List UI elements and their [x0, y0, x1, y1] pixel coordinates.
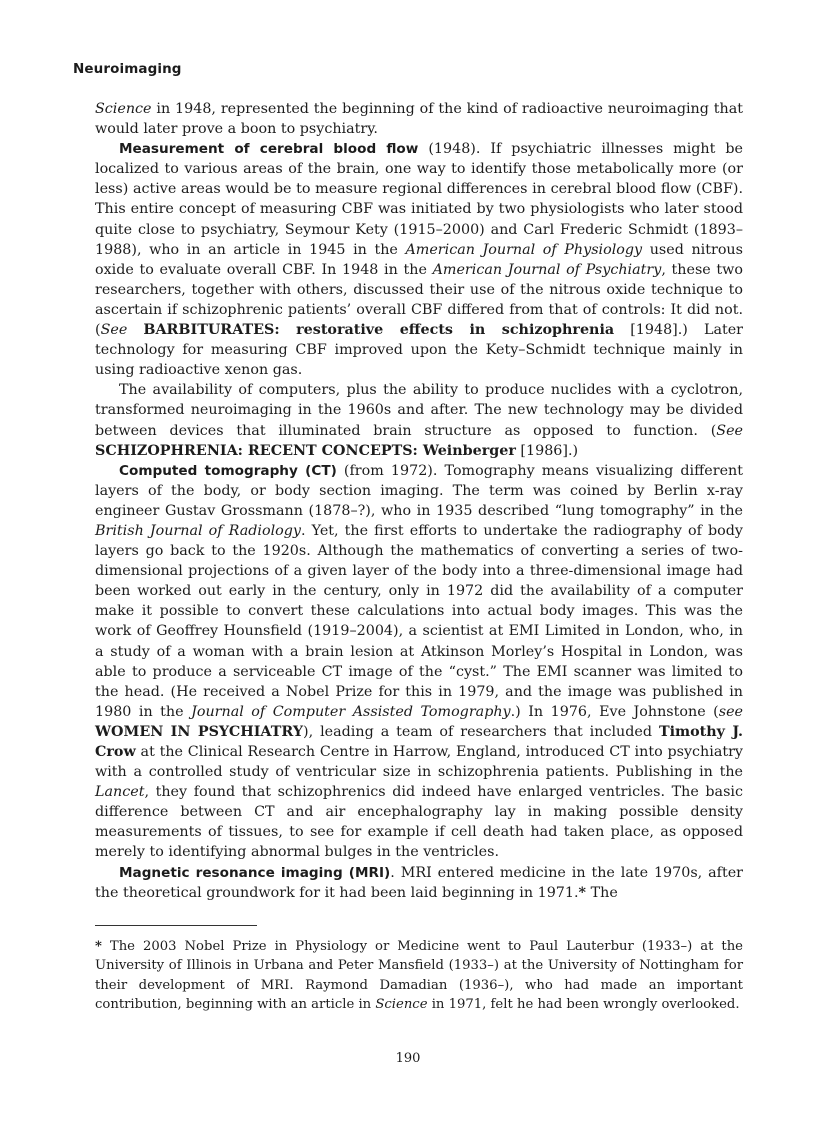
paragraph-computed-tomography: Computed tomography (CT) (from 1972). Tomography means visualizing different layers of the body, or body section imaging. The term was coined by Berlin x-ray engineer Gustav Grossmann (1878–?), who in 1935 described “lung tomography” in the British Journal of Radiology. Yet, the first efforts to undertake the radiography of body layers go back to the 1920s. Although the mathematics of converting a series of two-dimensional projections of a given layer of the body into a three-dimensional image had been worked out early in the century, only in 1972 did the availability of a computer make it possible to convert these calculations into actual body images. This was the work of Geoffrey Hounsfield (1919–2004), a scientist at EMI Limited in London, who, in a study of a woman with a brain lesion at Atkinson Morley’s Hospital in London, was able to produce a serviceable CT image of the “cyst.” The EMI scanner was limited to the head. (He received a Nobel Prize for this in 1979, and the image was published in 1980 in the Journal of Computer Assisted Tomography.) In 1976, Eve Johnstone (see WOMEN IN PSYCHIATRY), leading a team of researchers that included Timothy J. Crow at the Clinical Research Centre in Harrow, England, introduced CT into psychiatry with a controlled study of ventricular size in schizophrenia patients. Publishing in the Lancet, they found that schizophrenics did indeed have enlarged ventricles. The basic difference between CT and air encephalography lay in making possible density measurements of tissues, to see for example if cell death had taken place, as opposed merely to identifying abnormal bulges in the ventricles. [95, 462, 744, 861]
paragraph-computers: The availability of computers, plus the ability to produce nuclides with a cyclotron, transformed neuroimaging in the 1960s and after. The new technology may be divided between devices that illuminated brain structure as opposed to function. (See SCHIZOPHRENIA: RECENT CONCEPTS: Weinberger [1986].) [95, 382, 743, 459]
italic-run: Science [375, 997, 428, 1013]
italic-run: Journal of Computer Assisted Tomography [191, 703, 511, 720]
paragraph-pet-origins: Science in 1948, represented the beginning of the kind of radioactive neuroimaging that would later prove a boon to psychiatry. [95, 101, 743, 138]
italic-run: American Journal of Physiology [405, 241, 643, 258]
italic-run: American Journal of Psychiatry [432, 261, 662, 278]
page-number: 190 [395, 1051, 421, 1066]
italic-run: See [100, 322, 128, 339]
main-text [95, 99, 743, 903]
footnote [95, 937, 743, 1015]
cross-reference: WOMEN IN PSYCHIATRY [95, 723, 304, 740]
italic-run: British Journal of Radiology [95, 522, 301, 539]
footnote-marker: * [95, 939, 102, 954]
running-head: Neuroimaging [73, 61, 182, 77]
italic-run: Lancet [95, 784, 145, 801]
footnote-text: The 2003 Nobel Prize in Physiology or Medicine went to Paul Lauterbur (1933–) at the University of Illinois in Urbana and Peter Mansfield (1933–) at the University of Nottingham for their development of MRI. Raymond Damadian (1936–), who had made an important contribution, beginning with an article in Science in 1971, felt he had been wrongly overlooked. [95, 939, 743, 1013]
entry-heading: Magnetic resonance imaging (MRI) [119, 864, 391, 881]
entry-heading: Computed tomography (CT) [119, 462, 337, 479]
cross-reference: Timothy J. Crow [95, 723, 744, 760]
entry-heading: Measurement of cerebral blood flow [119, 141, 419, 158]
italic-run: See [716, 422, 743, 439]
paragraph-mri: Magnetic resonance imaging (MRI). MRI entered medicine in the late 1970s, after the theoretical groundwork for it had been laid beginning in 1971.* The [95, 864, 743, 901]
paragraph-cerebral-blood-flow: Measurement of cerebral blood flow (1948). If psychiatric illnesses might be localized to various areas of the brain, one way to identify those metabolically more (or less) active areas would be to measure regional differences in cerebral blood flow (CBF). This entire concept of measuring CBF was initiated by two physiologists who later stood quite close to psychiatry, Seymour Kety (1915–2000) and Carl Frederic Schmidt (1893–1988), who in an article in 1945 in the American Journal of Physiology used nitrous oxide to evaluate overall CBF. In 1948 in the American Journal of Psychiatry, these two researchers, together with others, discussed their use of the nitrous oxide technique to ascertain if schizophrenic patients’ overall CBF differed from that of controls: It did not. (See BARBITURATES: restorative effects in schizophrenia [1948].) Later technology for measuring CBF improved upon the Kety–Schmidt technique mainly in using radioactive xenon gas. [95, 141, 744, 379]
cross-reference: SCHIZOPHRENIA: RECENT CONCEPTS: Weinberger [95, 442, 516, 459]
cross-reference: BARBITURATES: restorative effects in schizophrenia [143, 322, 615, 339]
italic-run: see [718, 703, 744, 720]
footnote-divider [95, 925, 257, 926]
italic-run: Science [95, 101, 152, 117]
cross-reference: * [578, 884, 587, 901]
